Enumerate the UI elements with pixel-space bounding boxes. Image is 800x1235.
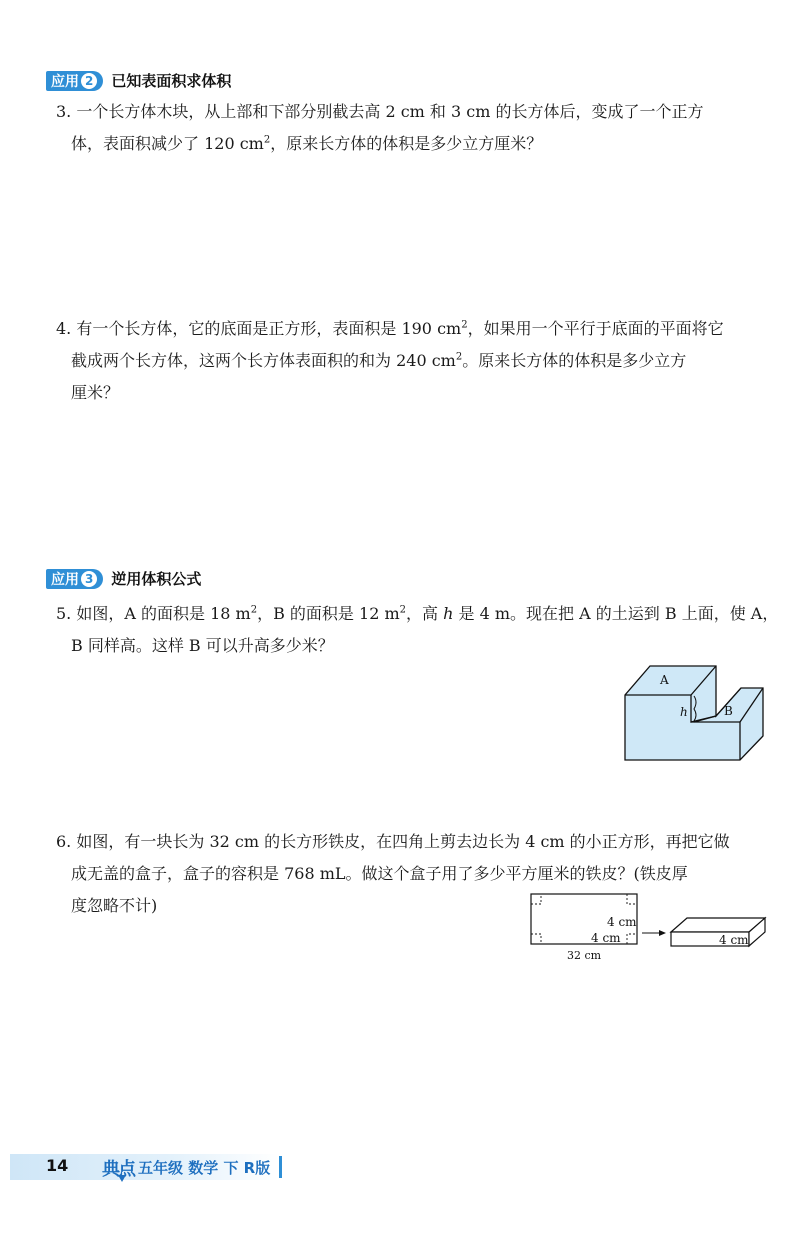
problem-4-text-2: 截成两个长方体，这两个长方体表面积的和为 240 cm bbox=[71, 351, 456, 370]
problem-5-line-2: B 同样高。这样 B 可以升高多少米？ bbox=[71, 636, 334, 655]
problem-4-text-2-end: 。原来长方体的体积是多少立方 bbox=[462, 351, 687, 370]
section-badge-label: 应用 bbox=[51, 571, 79, 588]
problem-3-text-end: ，原来长方体的体积是多少立方厘米？ bbox=[270, 134, 543, 153]
logo-arrow-icon bbox=[118, 1175, 126, 1182]
problem-5-text-c: ，高 bbox=[406, 604, 444, 623]
superscript: 2 bbox=[455, 351, 463, 363]
figure-6-label-corner: 4 cm bbox=[591, 931, 621, 945]
problem-3-line-1: 3. 一个长方体木块，从上部和下部分别截去高 2 cm 和 3 cm 的长方体后，变成了一个正方 bbox=[56, 102, 704, 121]
problem-4 bbox=[56, 313, 764, 409]
section-header-2 bbox=[46, 70, 231, 91]
section-title: 逆用体积公式 bbox=[111, 570, 202, 588]
problem-3 bbox=[56, 96, 764, 160]
problem-5 bbox=[56, 598, 779, 662]
figure-5-label-h: h bbox=[680, 705, 688, 719]
figure-6-label-box-height: 4 cm bbox=[719, 933, 749, 947]
figure-6-box bbox=[671, 918, 765, 946]
superscript: 2 bbox=[461, 319, 468, 331]
section-badge-label: 应用 bbox=[51, 73, 79, 90]
problem-5-text-d: 是 4 m。现在把 A 的土运到 B 上面，使 A， bbox=[453, 604, 779, 623]
section-badge-number: 2 bbox=[81, 73, 97, 89]
problem-5-text: 5. 如图，A 的面积是 18 m bbox=[56, 604, 251, 623]
page-number: 14 bbox=[46, 1156, 69, 1175]
figure-6-label-length: 32 cm bbox=[567, 949, 602, 962]
brand-logo: 典点 bbox=[102, 1159, 134, 1180]
figure-5-solid bbox=[625, 666, 763, 760]
superscript: 2 bbox=[263, 134, 271, 146]
problem-4-line-3: 厘米？ bbox=[71, 383, 120, 402]
section-badge-number: 3 bbox=[81, 571, 97, 587]
problem-6-line-2: 成无盖的盒子，盒子的容积是 768 mL。做这个盒子用了多少平方厘米的铁皮？(铁皮厚 bbox=[71, 864, 688, 883]
section-badge bbox=[46, 71, 103, 91]
problem-4-line-1 bbox=[56, 313, 764, 345]
book-info: 五年级 数学 下 R版 bbox=[138, 1159, 271, 1177]
problem-5-h-symbol: h bbox=[443, 604, 454, 623]
section-badge bbox=[46, 569, 103, 589]
problem-3-text: 体，表面积减少了 120 cm bbox=[71, 134, 264, 153]
problem-4-text: 4. 有一个长方体，它的底面是正方形，表面积是 190 cm bbox=[56, 319, 462, 338]
figure-6-label-side: 4 cm bbox=[607, 915, 637, 929]
footer-divider bbox=[279, 1156, 282, 1178]
figure-6-arrow-head bbox=[659, 930, 666, 936]
figure-5-label-a: A bbox=[660, 673, 669, 687]
superscript: 2 bbox=[399, 604, 407, 616]
problem-6-line-1: 6. 如图，有一块长为 32 cm 的长方形铁皮，在四角上剪去边长为 4 cm 的小正方形，再把它做 bbox=[56, 832, 730, 851]
problem-3-line-2 bbox=[56, 128, 764, 160]
figure-5-label-b: B bbox=[724, 704, 733, 718]
page-footer bbox=[0, 1150, 800, 1184]
figure-5-step-diagram bbox=[620, 660, 770, 762]
section-header-3 bbox=[46, 568, 201, 589]
problem-6-line-3: 度忽略不计) bbox=[71, 896, 158, 915]
superscript: 2 bbox=[250, 604, 258, 616]
section-title: 已知表面积求体积 bbox=[111, 72, 232, 90]
problem-5-line-1 bbox=[56, 598, 779, 630]
problem-5-text-b: ，B 的面积是 12 m bbox=[257, 604, 400, 623]
problem-4-line-2 bbox=[56, 345, 764, 377]
problem-4-text-end: ，如果用一个平行于底面的平面将它 bbox=[467, 319, 724, 338]
figure-6-sheet-and-box bbox=[525, 888, 775, 964]
